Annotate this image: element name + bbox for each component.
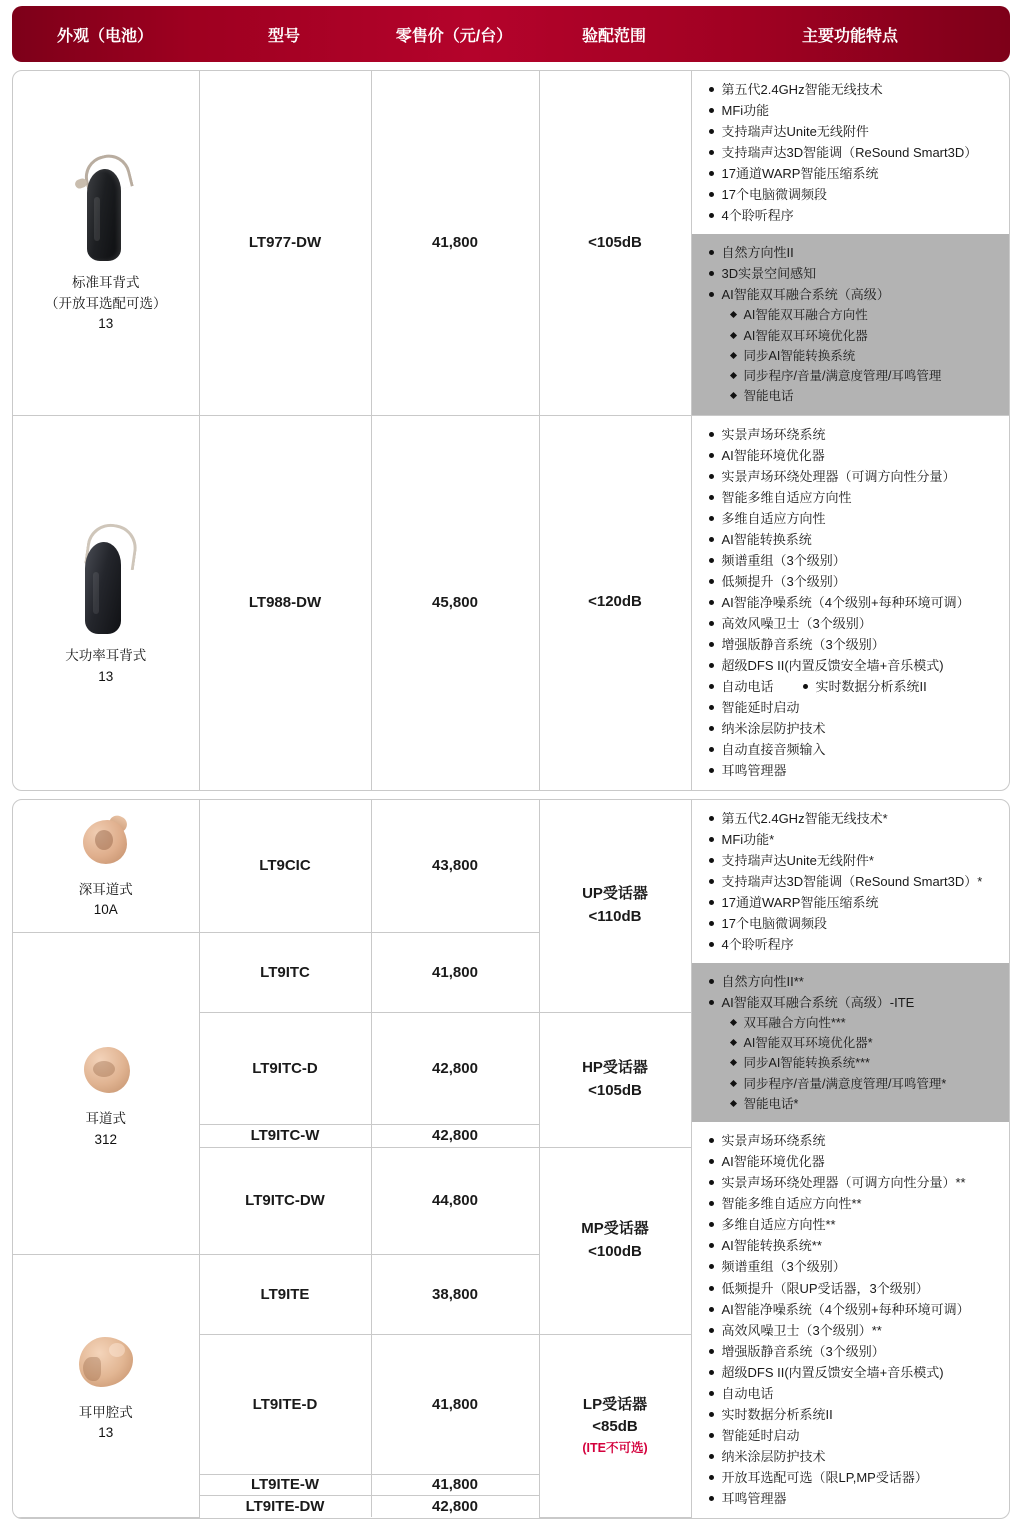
- features-inline-list: [706, 676, 1000, 697]
- list-item: 实时数据分析系统II: [706, 1404, 1000, 1425]
- features-tail-list: [706, 697, 1000, 781]
- list-item: 纳米涂层防护技术: [706, 1446, 1000, 1467]
- list-item: 17个电脑微调频段: [706, 184, 1000, 205]
- hearing-aid-ite-icon: [73, 1331, 139, 1395]
- list-item: 增强版静音系统（3个级别）: [706, 1341, 1000, 1362]
- list-item: AI智能环境优化器: [706, 1151, 1000, 1172]
- model-cell: [199, 1124, 371, 1147]
- range-cell-up: [539, 800, 691, 1013]
- hearing-aid-bte-power-icon: [67, 520, 145, 638]
- range-cell: [539, 415, 691, 789]
- list-item: 自动电话: [706, 1383, 1000, 1404]
- battery-type: 13: [98, 1424, 114, 1440]
- list-item: 纳米涂层防护技术: [706, 718, 1000, 739]
- table-header-bar: [12, 6, 1010, 62]
- list-item: AI智能净噪系统（4个级别+每种环境可调）: [706, 592, 1000, 613]
- range-receiver: HP受话器: [582, 1059, 648, 1077]
- appearance-name: 标准耳背式: [72, 275, 140, 291]
- list-item: 自动直接音频输入: [706, 739, 1000, 760]
- list-item: AI智能双耳环境优化器*: [706, 1033, 1000, 1053]
- list-item: 智能多维自适应方向性: [706, 487, 1000, 508]
- list-item: AI智能双耳融合系统（高级）: [706, 284, 1000, 305]
- price-value: 43,800: [432, 857, 478, 875]
- range-receiver: LP受话器: [582, 1395, 648, 1413]
- list-item: 自然方向性II**: [706, 971, 1000, 992]
- model-name: LT9ITE: [260, 1285, 310, 1303]
- list-item: 多维自适应方向性**: [706, 1214, 1000, 1235]
- appearance-name: 耳甲腔式: [78, 1404, 133, 1420]
- list-item: MFi功能*: [706, 829, 1000, 850]
- price-cell: [371, 1496, 539, 1517]
- price-cell: [371, 1012, 539, 1124]
- appearance-name: 深耳道式: [78, 881, 133, 897]
- price-value: 38,800: [432, 1285, 478, 1303]
- range-cell-lp: [539, 1334, 691, 1517]
- header-price: 零售价（元/台）: [395, 27, 513, 45]
- range-cell-mp: [539, 1147, 691, 1334]
- list-item: 17个电脑微调频段: [706, 913, 1000, 934]
- list-item: 实景声场环绕系统: [706, 1130, 1000, 1151]
- model-name: LT988-DW: [248, 594, 322, 612]
- price-value: 41,800: [432, 1476, 478, 1494]
- custom-table: [13, 800, 1009, 1518]
- model-name: LT9ITE-D: [252, 1395, 318, 1413]
- list-item: 支持瑞声达3D智能调（ReSound Smart3D）: [706, 142, 1000, 163]
- model-cell: [199, 1496, 371, 1517]
- list-item: 支持瑞声达3D智能调（ReSound Smart3D）*: [706, 871, 1000, 892]
- model-cell: [199, 800, 371, 933]
- table-row: [13, 71, 1009, 415]
- header-appearance: 外观（电池）: [56, 27, 153, 45]
- price-cell: [371, 1474, 539, 1496]
- model-name: LT9ITE-DW: [245, 1498, 325, 1516]
- list-item: 双耳融合方向性***: [706, 1013, 1000, 1033]
- list-item: 多维自适应方向性: [706, 508, 1000, 529]
- range-value: <105dB: [588, 1081, 642, 1099]
- appearance-name: 大功率耳背式: [65, 648, 147, 664]
- price-value: 42,800: [432, 1498, 478, 1516]
- model-cell: [199, 415, 371, 789]
- table-row: [13, 415, 1009, 789]
- bte-table-block: [12, 70, 1010, 791]
- features-plain-list: [706, 79, 1000, 226]
- model-cell: [199, 1474, 371, 1496]
- list-item: 自动电话: [706, 676, 774, 697]
- hearing-aid-itc-icon: [75, 1039, 137, 1101]
- list-item: 耳鸣管理器: [706, 1488, 1000, 1509]
- list-item: 超级DFS II(内置反馈安全墙+音乐模式): [706, 1362, 1000, 1383]
- header-features: 主要功能特点: [801, 27, 898, 45]
- list-item: 增强版静音系统（3个级别）: [706, 634, 1000, 655]
- list-item: AI智能转换系统**: [706, 1235, 1000, 1256]
- price-value: 41,800: [432, 963, 478, 981]
- battery-type: 13: [98, 315, 114, 331]
- range-note: (ITE不可选): [582, 1440, 648, 1455]
- range-receiver: MP受话器: [581, 1220, 649, 1238]
- list-item: 第五代2.4GHz智能无线技术*: [706, 808, 1000, 829]
- list-item: 频谱重组（3个级别）: [706, 550, 1000, 571]
- features-highlight-group: [692, 234, 1010, 414]
- model-name: LT9ITE-W: [250, 1476, 320, 1494]
- price-value: 41,800: [432, 1395, 478, 1413]
- appearance-name: 耳道式: [85, 1111, 126, 1127]
- features-tail-list: [706, 1130, 1000, 1509]
- list-item: MFi功能: [706, 100, 1000, 121]
- list-item: 智能延时启动: [706, 1425, 1000, 1446]
- features-cell-custom: [691, 800, 1009, 1518]
- list-item: 智能电话*: [706, 1094, 1000, 1114]
- list-item: 实景声场环绕系统: [706, 424, 1000, 445]
- price-value: 42,800: [432, 1059, 478, 1077]
- model-cell: [199, 1334, 371, 1474]
- model-name: LT9CIC: [259, 857, 311, 875]
- appearance-cell-cic: [13, 800, 199, 933]
- features-cell-lt988: [691, 415, 1009, 789]
- list-item: 耳鸣管理器: [706, 760, 1000, 781]
- list-item: 同步程序/音量/满意度管理/耳鸣管理: [706, 366, 1000, 386]
- list-item: 第五代2.4GHz智能无线技术: [706, 79, 1000, 100]
- model-name: LT9ITC-D: [252, 1059, 318, 1077]
- price-value: 41,800: [432, 234, 478, 252]
- price-cell: [371, 71, 539, 415]
- list-item: AI智能转换系统: [706, 529, 1000, 550]
- range-value: <120dB: [588, 593, 642, 611]
- model-cell: [199, 1255, 371, 1335]
- custom-table-block: [12, 799, 1010, 1519]
- range-value: <100dB: [588, 1242, 642, 1260]
- model-name: LT9ITC: [260, 963, 310, 981]
- range-receiver: UP受话器: [582, 885, 648, 903]
- header-model: 型号: [267, 27, 300, 45]
- model-cell: [199, 1012, 371, 1124]
- battery-type: 13: [98, 668, 114, 684]
- model-cell: [199, 1147, 371, 1254]
- price-cell: [371, 1334, 539, 1474]
- price-cell: [371, 1124, 539, 1147]
- price-cell: [371, 933, 539, 1013]
- list-item: 17通道WARP智能压缩系统: [706, 892, 1000, 913]
- header-range: 验配范围: [581, 27, 646, 45]
- appearance-sub: （开放耳选配可选）: [45, 295, 167, 311]
- features-plain-list: [706, 808, 1000, 955]
- price-value: 42,800: [432, 1127, 478, 1145]
- model-name: LT9ITC-DW: [245, 1192, 325, 1210]
- bte-table: [13, 71, 1009, 790]
- list-item: 频谱重组（3个级别）: [706, 1256, 1000, 1277]
- list-item: AI智能双耳融合系统（高级）-ITE: [706, 992, 1000, 1013]
- model-name: LT9ITC-W: [250, 1127, 320, 1145]
- list-item: AI智能净噪系统（4个级别+每种环境可调）: [706, 1299, 1000, 1320]
- list-item: 高效风噪卫士（3个级别）**: [706, 1320, 1000, 1341]
- price-cell: [371, 800, 539, 933]
- list-item: 支持瑞声达Unite无线附件*: [706, 850, 1000, 871]
- list-item: 智能延时启动: [706, 697, 1000, 718]
- model-cell: [199, 933, 371, 1013]
- list-item: 4个聆听程序: [706, 205, 1000, 226]
- list-item: 17通道WARP智能压缩系统: [706, 163, 1000, 184]
- features-cell-lt977: [691, 71, 1009, 415]
- list-item: AI智能双耳融合方向性: [706, 305, 1000, 325]
- list-item: 低频提升（3个级别）: [706, 571, 1000, 592]
- features-list: [706, 424, 1000, 677]
- list-item: 超级DFS II(内置反馈安全墙+音乐模式): [706, 655, 1000, 676]
- appearance-cell-bte-standard: [13, 71, 199, 415]
- list-item: AI智能环境优化器: [706, 445, 1000, 466]
- list-item: 低频提升（限UP受话器，3个级别）: [706, 1278, 1000, 1299]
- list-item: 智能电话: [706, 386, 1000, 406]
- list-item: 3D实景空间感知: [706, 263, 1000, 284]
- features-highlight-group: [692, 963, 1010, 1122]
- appearance-cell-bte-power: [13, 415, 199, 789]
- list-item: 同步程序/音量/满意度管理/耳鸣管理*: [706, 1074, 1000, 1094]
- range-cell-hp: [539, 1012, 691, 1147]
- range-cell: [539, 71, 691, 415]
- list-item: 开放耳选配可选（限LP,MP受话器）: [706, 1467, 1000, 1488]
- list-item: 支持瑞声达Unite无线附件: [706, 121, 1000, 142]
- table-row: [13, 800, 1009, 933]
- price-cell: [371, 1147, 539, 1254]
- list-item: 实景声场环绕处理器（可调方向性分量）**: [706, 1172, 1000, 1193]
- price-cell: [371, 1255, 539, 1335]
- list-item: 同步AI智能转换系统: [706, 346, 1000, 366]
- battery-type: 10A: [93, 901, 118, 917]
- appearance-cell-ite: [13, 1255, 199, 1518]
- hearing-aid-bte-standard-icon: [71, 153, 141, 265]
- list-item: 高效风噪卫士（3个级别）: [706, 613, 1000, 634]
- list-item: 同步AI智能转换系统***: [706, 1053, 1000, 1073]
- range-value: <110dB: [588, 907, 642, 925]
- list-item: AI智能双耳环境优化器: [706, 326, 1000, 346]
- list-item: 自然方向性II: [706, 242, 1000, 263]
- price-value: 44,800: [432, 1192, 478, 1210]
- list-item: 4个聆听程序: [706, 934, 1000, 955]
- battery-type: 312: [94, 1131, 118, 1147]
- model-cell: [199, 71, 371, 415]
- range-value: <105dB: [588, 233, 642, 251]
- appearance-cell-itc: [13, 933, 199, 1255]
- price-cell: [371, 415, 539, 789]
- hearing-aid-cic-icon: [75, 814, 137, 872]
- model-name: LT977-DW: [248, 234, 322, 252]
- list-item: 智能多维自适应方向性**: [706, 1193, 1000, 1214]
- list-item: 实时数据分析系统II: [800, 676, 927, 697]
- range-value: <85dB: [592, 1418, 638, 1436]
- list-item: 实景声场环绕处理器（可调方向性分量）: [706, 466, 1000, 487]
- price-value: 45,800: [432, 594, 478, 612]
